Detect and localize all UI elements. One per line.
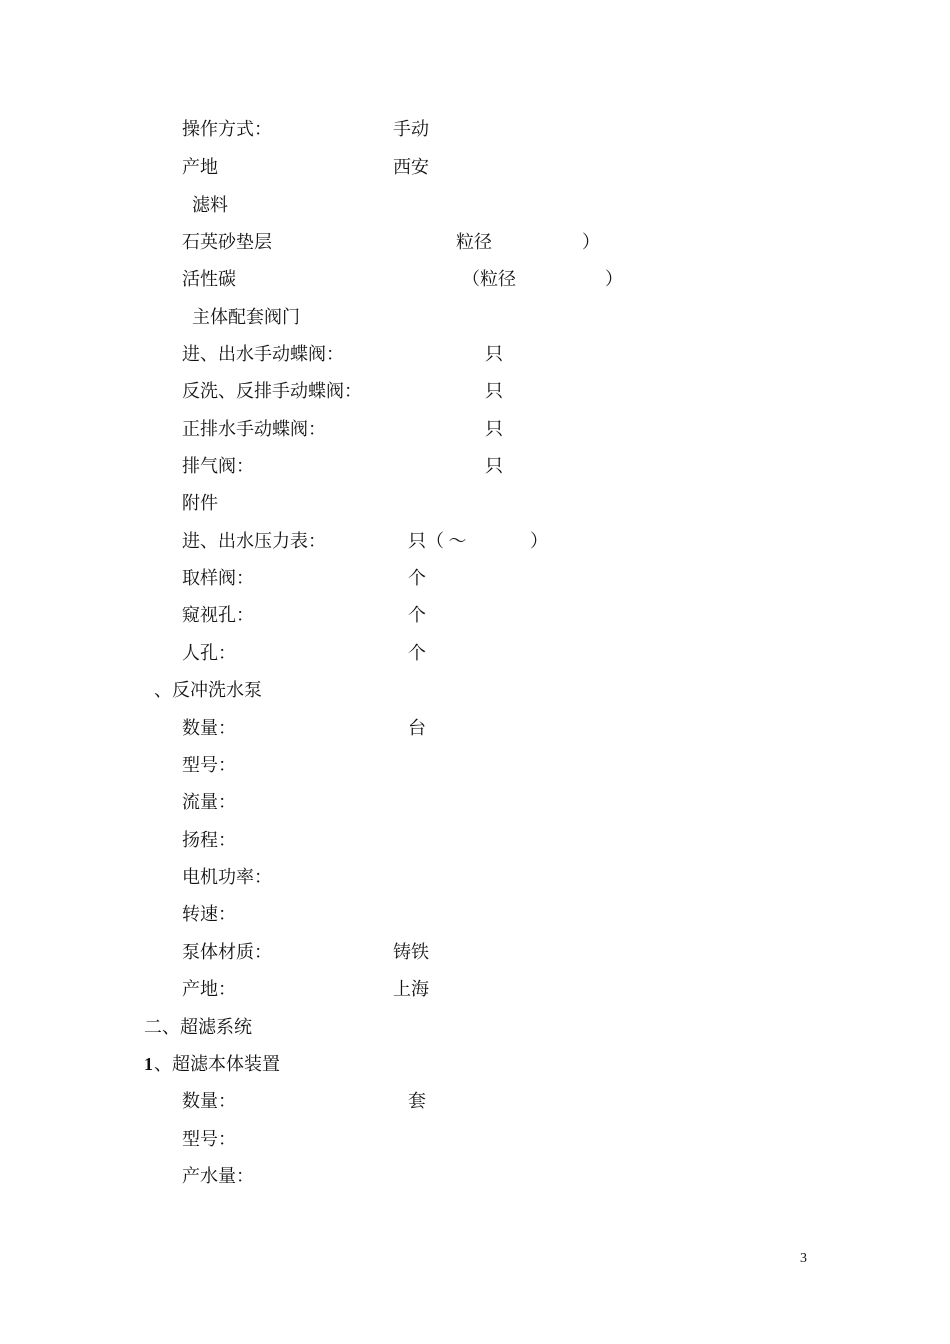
- row-label: 、超滤本体装置: [154, 1054, 280, 1074]
- spec-row-pressure-gauge: [0, 532, 950, 556]
- row-label: 人孔：: [182, 643, 236, 663]
- row-label: 进、出水压力表：: [182, 531, 326, 551]
- row-value: 套: [408, 1091, 426, 1111]
- spec-row-activated-carbon: [0, 270, 950, 294]
- row-value: （粒径: [462, 269, 516, 289]
- row-label: 操作方式：: [182, 119, 272, 139]
- spec-row-speed: [0, 905, 950, 929]
- row-close: ）: [530, 531, 548, 551]
- row-close: ）: [582, 232, 600, 252]
- spec-row-pump-material: [0, 943, 950, 967]
- row-label: 主体配套阀门: [192, 307, 300, 327]
- row-label: 进、出水手动蝶阀：: [182, 344, 344, 364]
- heading-filter-media: [0, 196, 950, 220]
- row-label: 产地: [182, 157, 218, 177]
- row-value: 只: [485, 456, 503, 476]
- row-label: 滤料: [192, 195, 228, 215]
- row-label: 窥视孔：: [182, 605, 254, 625]
- row-label: 石英砂垫层: [182, 232, 272, 252]
- row-label: 流量：: [182, 792, 236, 812]
- row-label: 扬程：: [182, 830, 236, 850]
- spec-row-pump-flow: [0, 793, 950, 817]
- spec-row-vent-valve: [0, 457, 950, 481]
- spec-row-backwash-valve: [0, 382, 950, 406]
- row-value: 只: [485, 344, 503, 364]
- row-label: 取样阀：: [182, 568, 254, 588]
- row-value: 个: [408, 643, 426, 663]
- spec-row-drain-valve: [0, 420, 950, 444]
- row-value: 上海: [393, 979, 429, 999]
- spec-row-pump-origin: [0, 980, 950, 1004]
- spec-row-origin: [0, 158, 950, 182]
- spec-row-pump-model: [0, 756, 950, 780]
- row-value: 手动: [393, 119, 429, 139]
- spec-row-uf-model: [0, 1130, 950, 1154]
- row-label: 反洗、反排手动蝶阀：: [182, 381, 362, 401]
- spec-row-quartz-sand: [0, 233, 950, 257]
- row-label: 附件: [182, 493, 218, 513]
- row-label: 产地：: [182, 979, 236, 999]
- spec-row-uf-quantity: [0, 1092, 950, 1116]
- spec-row-motor-power: [0, 868, 950, 892]
- row-label: 型号：: [182, 1129, 236, 1149]
- row-label: 数量：: [182, 718, 236, 738]
- row-label: 转速：: [182, 904, 236, 924]
- heading-backwash-pump: [0, 681, 950, 705]
- row-value: 只: [485, 381, 503, 401]
- row-label: 正排水手动蝶阀：: [182, 419, 326, 439]
- spec-row-manhole: [0, 644, 950, 668]
- subsection-heading-uf-unit: [0, 1055, 950, 1079]
- row-value: 粒径: [456, 232, 492, 252]
- spec-row-uf-output: [0, 1167, 950, 1191]
- row-label: 型号：: [182, 755, 236, 775]
- page-number: 3: [800, 1251, 807, 1266]
- row-label: 二、超滤系统: [144, 1017, 252, 1037]
- spec-row-pump-head: [0, 831, 950, 855]
- row-value: 铸铁: [393, 942, 429, 962]
- row-value: 西安: [393, 157, 429, 177]
- row-value: 台: [408, 718, 426, 738]
- spec-row-pump-quantity: [0, 719, 950, 743]
- row-label: 活性碳: [182, 269, 236, 289]
- subsection-number: 1: [144, 1054, 153, 1074]
- row-close: ）: [605, 269, 623, 289]
- row-label: 数量：: [182, 1091, 236, 1111]
- row-value: 个: [408, 568, 426, 588]
- spec-row-sampling-valve: [0, 569, 950, 593]
- row-value: 只: [485, 419, 503, 439]
- row-value: 只（ ～: [408, 531, 467, 551]
- heading-main-valves: [0, 308, 950, 332]
- spec-row-inlet-outlet-valve: [0, 345, 950, 369]
- row-label: 、反冲洗水泵: [154, 680, 262, 700]
- section-heading-uf-system: [0, 1018, 950, 1042]
- row-label: 产水量：: [182, 1166, 254, 1186]
- spec-row-sight-glass: [0, 606, 950, 630]
- heading-accessories: [0, 494, 950, 518]
- row-value: 个: [408, 605, 426, 625]
- row-label: 排气阀：: [182, 456, 254, 476]
- spec-row-operation-mode: [0, 120, 950, 144]
- row-label: 电机功率：: [182, 867, 272, 887]
- row-label: 泵体材质：: [182, 942, 272, 962]
